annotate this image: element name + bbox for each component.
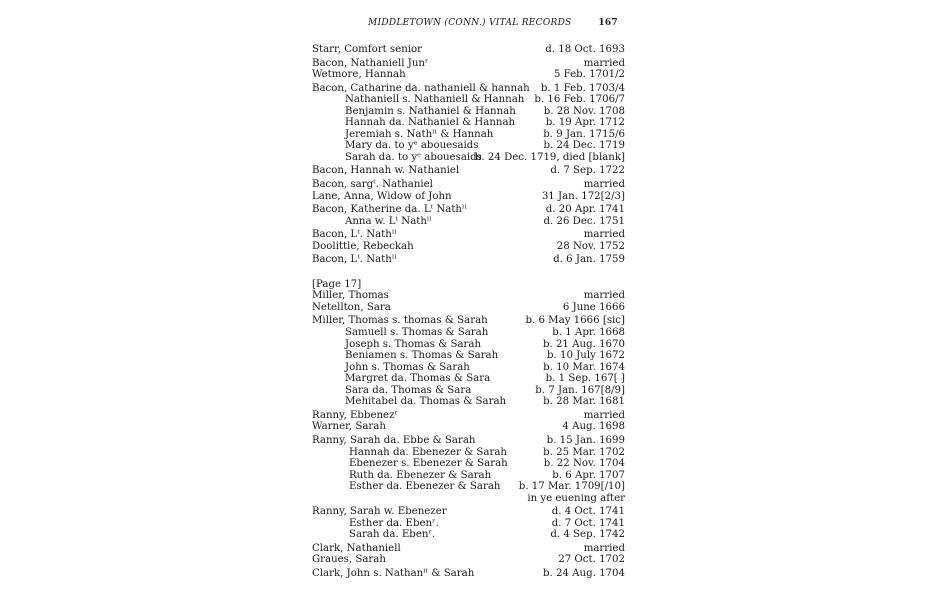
record-name: Clark, John s. Nathanˡˡ & Sarah — [312, 567, 475, 579]
record-date: b. 6 Apr. 1707 — [552, 469, 625, 481]
record-row — [0, 152, 938, 164]
record-date: b. 1 Sep. 167[ ] — [545, 373, 625, 385]
record-name: Ranny, Sarah da. Ebbe & Sarah — [312, 434, 476, 446]
record-date: b. 10 July 1672 — [546, 350, 625, 362]
record-name: Sarah da. Ebenʳ. — [349, 529, 436, 541]
record-date: married — [583, 290, 625, 302]
record-name: Nathaniell s. Nathaniell & Hannah — [345, 94, 525, 106]
record-row — [0, 327, 938, 339]
record-row — [0, 229, 938, 241]
record-row — [0, 106, 938, 118]
record-row — [0, 470, 938, 482]
record-name: Esther da. Ebenʳ. — [349, 517, 439, 529]
record-row — [0, 543, 938, 555]
record-row — [0, 458, 938, 470]
record-date: b. 1 Apr. 1668 — [552, 327, 625, 339]
record-row — [0, 421, 938, 433]
record-date: 27 Oct. 1702 — [558, 554, 625, 566]
record-date: b. 19 Apr. 1712 — [545, 117, 625, 129]
record-row — [0, 493, 938, 505]
record-row — [0, 290, 938, 302]
record-name: [Page 17] — [312, 278, 362, 290]
record-name: Warner, Sarah — [312, 421, 386, 433]
record-row — [0, 58, 938, 70]
record-date: married — [583, 542, 625, 554]
record-name: Mehitabel da. Thomas & Sarah — [345, 396, 507, 408]
record-name: Bacon, Catharine da. nathaniell & hannah — [312, 82, 530, 94]
record-date: b. 6 May 1666 [sic] — [525, 315, 625, 327]
record-date: b. 21 Aug. 1670 — [542, 338, 625, 350]
record-row — [0, 216, 938, 228]
record-row — [0, 140, 938, 152]
page-number: 167 — [598, 18, 618, 28]
record-date: married — [583, 229, 625, 241]
record-date: d. 7 Oct. 1741 — [551, 517, 625, 529]
record-date: d. 18 Oct. 1693 — [545, 44, 625, 55]
record-name: Joseph s. Thomas & Sarah — [345, 338, 482, 350]
record-date: d. 7 Sep. 1722 — [550, 165, 625, 177]
record-row — [0, 241, 938, 253]
record-row — [0, 83, 938, 95]
record-name: John s. Thomas & Sarah — [345, 361, 470, 373]
record-name: Jeremiah s. Nathˡˡ & Hannah — [345, 128, 494, 140]
record-row — [0, 165, 938, 177]
record-date: in ye euening after — [527, 492, 625, 504]
record-name: Sara da. Thomas & Sara — [345, 384, 472, 396]
record-date: b. 25 Mar. 1702 — [543, 446, 625, 458]
record-row — [0, 362, 938, 374]
record-date: b. 15 Jan. 1699 — [546, 434, 625, 446]
record-name: Bacon, Nathaniell Junʳ — [312, 57, 429, 69]
record-date: d. 4 Sep. 1742 — [550, 529, 625, 541]
record-row — [0, 447, 938, 459]
record-name: Hannah da. Ebenezer & Sarah — [349, 446, 507, 458]
record-date: b. 1 Feb. 1703/4 — [540, 82, 625, 94]
record-name: Bacon, Hannah w. Nathaniel — [312, 165, 460, 177]
record-date: b. 22 Nov. 1704 — [543, 458, 625, 470]
record-date: married — [583, 179, 625, 191]
record-name: Graues, Sarah — [312, 554, 386, 566]
record-list — [0, 44, 938, 580]
record-row — [0, 191, 938, 203]
record-row — [0, 518, 938, 530]
record-row — [0, 129, 938, 141]
record-name: Margret da. Thomas & Sara — [345, 373, 491, 385]
record-row — [0, 396, 938, 408]
record-date: married — [583, 409, 625, 421]
record-row — [0, 315, 938, 327]
record-name: Miller, Thomas s. thomas & Sarah — [312, 315, 488, 327]
record-name: Netellton, Sara — [312, 301, 391, 313]
record-row — [0, 94, 938, 106]
record-name: Ranny, Sarah w. Ebenezer — [312, 506, 447, 518]
record-date: d. 26 Dec. 1751 — [543, 215, 625, 227]
record-row — [0, 554, 938, 566]
record-name: Ranny, Ebbenezʳ — [312, 409, 398, 421]
record-name: Bacon, Lᵗ. Nathˡˡ — [312, 229, 397, 241]
record-row — [0, 529, 938, 541]
record-date: b. 28 Mar. 1681 — [543, 396, 625, 408]
record-row — [0, 373, 938, 385]
record-date: b. 10 Mar. 1674 — [543, 361, 625, 373]
record-name: Miller, Thomas — [312, 290, 389, 302]
record-row — [0, 385, 938, 397]
record-date: married — [583, 57, 625, 69]
record-row — [0, 506, 938, 518]
record-date: 6 June 1666 — [562, 301, 625, 313]
record-name: Bacon, Lᵗ. Nathˡˡ — [312, 254, 397, 266]
record-date: d. 6 Jan. 1759 — [553, 254, 625, 266]
record-name: Starr, Comfort senior — [312, 44, 423, 55]
record-name: Doolittle, Rebeckah — [312, 240, 414, 252]
record-date: b. 16 Feb. 1706/7 — [534, 94, 625, 106]
record-name: Mary da. to yᵉ abouesaids — [345, 140, 479, 152]
record-row — [0, 69, 938, 81]
record-date: 31 Jan. 172[2/3] — [541, 190, 625, 202]
record-name: Clark, Nathaniell — [312, 542, 401, 554]
running-header — [368, 18, 618, 28]
record-row — [0, 350, 938, 362]
record-row — [0, 339, 938, 351]
record-date: b. 7 Jan. 167[8/9] — [535, 384, 625, 396]
record-name: Bacon, sargᵗ. Nathaniel — [312, 179, 433, 191]
record-date: b. 9 Jan. 1715/6 — [543, 128, 625, 140]
record-row — [0, 435, 938, 447]
record-name: Beniamen s. Thomas & Sarah — [345, 350, 499, 362]
record-name: Lane, Anna, Widow of John — [312, 190, 452, 202]
record-row — [0, 279, 938, 291]
record-row — [0, 481, 938, 493]
record-row — [0, 204, 938, 216]
record-date: 5 Feb. 1701/2 — [553, 69, 625, 81]
record-date: b. 24 Dec. 1719, died [blank] — [474, 151, 625, 163]
record-name: Ruth da. Ebenezer & Sarah — [349, 469, 492, 481]
record-row — [0, 254, 938, 266]
record-row — [0, 410, 938, 422]
record-row — [0, 568, 938, 580]
record-name: Benjamin s. Nathaniel & Hannah — [345, 105, 516, 117]
record-name: Esther da. Ebenezer & Sarah — [349, 481, 501, 493]
record-name: Bacon, Katherine da. Lᵗ Nathˡˡ — [312, 204, 467, 216]
record-name: Ebenezer s. Ebenezer & Sarah — [349, 458, 508, 470]
record-date: 28 Nov. 1752 — [556, 240, 625, 252]
record-date: b. 28 Nov. 1708 — [543, 105, 625, 117]
record-row — [0, 179, 938, 191]
record-row — [0, 117, 938, 129]
record-row — [0, 302, 938, 314]
record-date: 4 Aug. 1698 — [562, 421, 625, 433]
record-name: Wetmore, Hannah — [312, 69, 406, 81]
record-name: Sarah da. to yᵉ abouesaids — [345, 151, 482, 163]
record-name: Anna w. Lᵗ Nathˡˡ — [345, 215, 432, 227]
record-row — [0, 44, 938, 56]
record-date: b. 24 Dec. 1719 — [543, 140, 625, 152]
record-date: d. 4 Oct. 1741 — [551, 506, 625, 518]
record-name: Samuell s. Thomas & Sarah — [345, 327, 489, 339]
record-name: Hannah da. Nathaniel & Hannah — [345, 117, 516, 129]
header-title: MIDDLETOWN (CONN.) VITAL RECORDS — [368, 18, 572, 28]
record-date: b. 17 Mar. 1709[/10] — [518, 481, 625, 493]
record-date: b. 24 Aug. 1704 — [542, 567, 625, 579]
record-date: d. 20 Apr. 1741 — [545, 204, 625, 216]
